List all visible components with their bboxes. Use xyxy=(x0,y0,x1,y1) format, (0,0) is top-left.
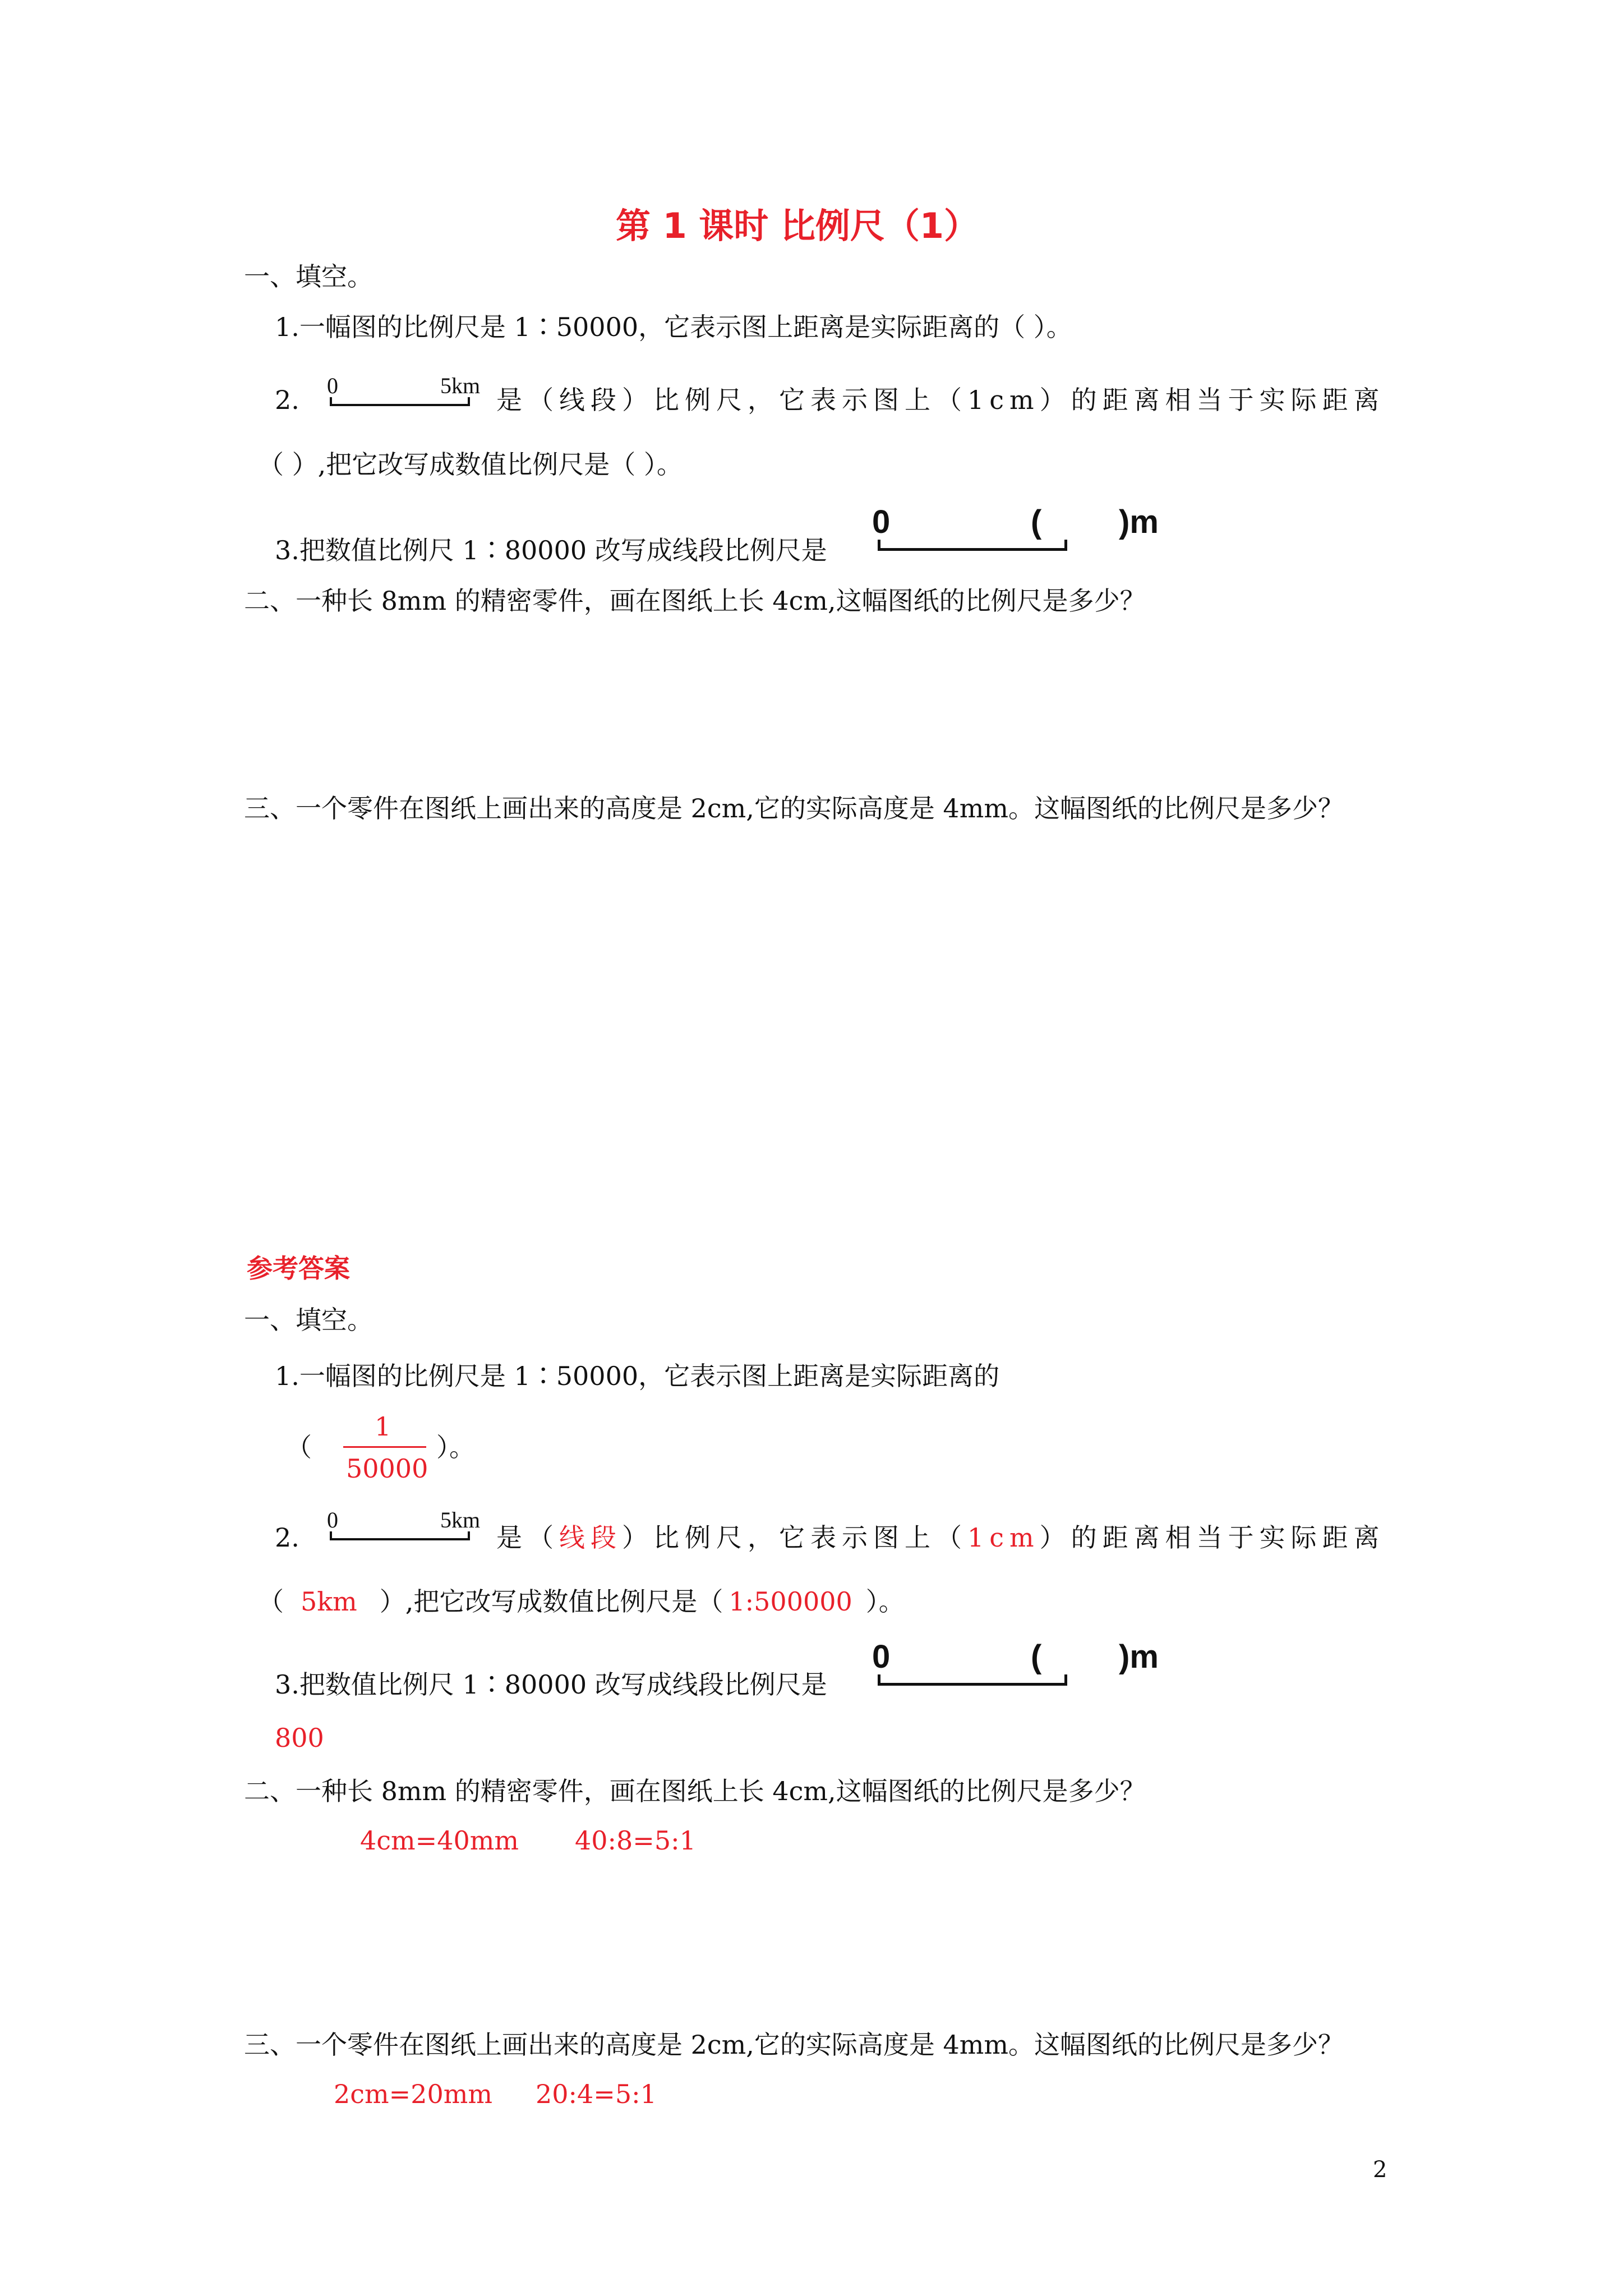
answer-2-line-2-close: ）。 xyxy=(865,1586,905,1617)
answer-1-open-paren: （ xyxy=(286,1432,312,1462)
answer-2-fill-4: 1:500000 xyxy=(728,1586,852,1617)
answers-heading: 参考答案 xyxy=(247,1253,350,1283)
answer-section-2-step-2: 40:8=5:1 xyxy=(575,1825,696,1856)
page-number: 2 xyxy=(1373,2157,1387,2183)
answer-1-denominator: 50000 xyxy=(346,1453,428,1484)
answer-scale-bar-large-unit: )m xyxy=(1119,1639,1159,1675)
scale-bar-large-paren: ( xyxy=(1031,504,1042,540)
answer-3-value: 800 xyxy=(275,1723,324,1753)
answer-scale-bar-large-line xyxy=(878,1674,1067,1686)
answer-scale-bar-large-zero: 0 xyxy=(872,1639,891,1675)
question-2-line-2: （ ）,把它改写成数值比例尺是（ ）。 xyxy=(258,449,683,480)
answer-2-line-2-middle: ）,把它改写成数值比例尺是（ xyxy=(379,1586,723,1617)
scale-bar-end-label: 5km xyxy=(440,373,481,398)
answer-2-middle: ）比例尺，它表示图上（ xyxy=(622,1522,967,1553)
scale-bar-large-zero: 0 xyxy=(872,504,891,540)
answer-section-2-step-1: 4cm=40mm xyxy=(360,1825,519,1856)
answers-section-1-heading: 一、填空。 xyxy=(244,1305,373,1335)
answer-2-line-2-open: （ xyxy=(258,1586,284,1617)
answer-section-3-step-1: 2cm=20mm xyxy=(334,2079,492,2109)
answer-2-prefix: 是（ xyxy=(496,1522,559,1553)
answer-section-3-step-2: 20:4=5:1 xyxy=(536,2079,657,2109)
scale-bar-large-line xyxy=(878,540,1067,551)
answer-section-3: 三、一个零件在图纸上画出来的高度是 2cm,它的实际高度是 4mm。这幅图纸的比例尺是多少？ xyxy=(244,2030,1344,2060)
answer-scale-bar-zero: 0 xyxy=(327,1507,338,1533)
page-title: 第 1 课时 比例尺（1） xyxy=(616,205,979,246)
section-1-heading: 一、填空。 xyxy=(244,261,373,292)
section-2: 二、一种长 8mm 的精密零件，画在图纸上长 4cm,这幅图纸的比例尺是多少？ xyxy=(244,586,1146,616)
scale-bar-line xyxy=(330,397,470,406)
answer-2-fill-2: 1cm xyxy=(967,1522,1040,1553)
answer-1-numerator: 1 xyxy=(375,1411,391,1442)
answer-section-2: 二、一种长 8mm 的精密零件，画在图纸上长 4cm,这幅图纸的比例尺是多少？ xyxy=(244,1776,1146,1806)
answer-question-2-line-2 xyxy=(258,1586,905,1617)
answer-question-2-text xyxy=(496,1522,1385,1553)
answer-question-2-number: 2. xyxy=(275,1522,299,1553)
answer-2-fill-1: 线段 xyxy=(559,1522,622,1553)
answer-1-fraction-bar xyxy=(343,1446,426,1448)
scale-bar-large-unit: )m xyxy=(1119,504,1159,540)
question-2-number: 2. xyxy=(275,385,299,415)
question-3: 3.把数值比例尺 1∶80000 改写成线段比例尺是 xyxy=(275,535,827,565)
answer-2-fill-3: 5km xyxy=(301,1586,357,1617)
section-3: 三、一个零件在图纸上画出来的高度是 2cm,它的实际高度是 4mm。这幅图纸的比例尺是多少？ xyxy=(244,793,1344,823)
answer-question-1: 1.一幅图的比例尺是 1∶50000，它表示图上距离是实际距离的 xyxy=(275,1361,1000,1391)
scale-bar-zero: 0 xyxy=(327,373,338,398)
answer-1-close-paren: ）。 xyxy=(436,1432,475,1462)
question-2-text: 是（线段）比例尺，它表示图上（1cm）的距离相当于实际距离 xyxy=(496,385,1385,415)
answer-scale-bar-end-label: 5km xyxy=(440,1507,481,1533)
answer-scale-bar-line xyxy=(330,1531,470,1540)
answer-question-3: 3.把数值比例尺 1∶80000 改写成线段比例尺是 xyxy=(275,1669,827,1700)
question-1: 1.一幅图的比例尺是 1∶50000，它表示图上距离是实际距离的（ ）。 xyxy=(275,312,1072,342)
answer-scale-bar-large-paren: ( xyxy=(1031,1639,1042,1675)
answer-2-suffix: ）的距离相当于实际距离 xyxy=(1039,1522,1385,1553)
